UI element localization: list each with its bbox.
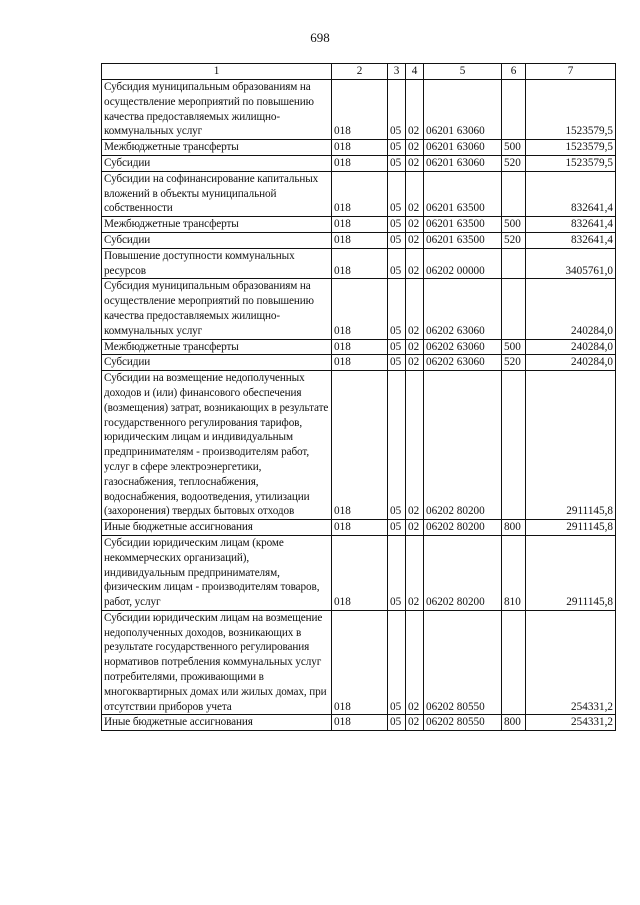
row-name-cell: Иные бюджетные ассигнования [102,520,332,536]
row-subsection-cell: 02 [406,279,424,339]
row-amount-cell: 240284,0 [526,339,616,355]
row-type-cell [502,279,526,339]
row-subsection-cell: 02 [406,232,424,248]
row-section-cell: 05 [388,171,406,216]
row-target-cell: 06201 63500 [424,171,502,216]
row-amount-cell: 254331,2 [526,715,616,731]
row-subsection-cell: 02 [406,140,424,156]
row-code-cell: 018 [332,80,388,140]
row-code-cell: 018 [332,232,388,248]
row-subsection-cell: 02 [406,171,424,216]
row-name-cell: Субсидии [102,232,332,248]
row-subsection-cell: 02 [406,715,424,731]
table-row [102,217,616,233]
row-type-cell [502,371,526,520]
row-type-cell [502,610,526,715]
row-type-cell: 800 [502,520,526,536]
table-row [102,610,616,715]
row-subsection-cell: 02 [406,371,424,520]
row-amount-cell: 3405761,0 [526,248,616,279]
row-subsection-cell: 02 [406,610,424,715]
row-target-cell: 06202 80550 [424,610,502,715]
row-name-cell: Межбюджетные трансферты [102,217,332,233]
row-target-cell: 06201 63060 [424,155,502,171]
row-target-cell: 06201 63500 [424,232,502,248]
row-subsection-cell: 02 [406,339,424,355]
column-header: 7 [526,64,616,80]
row-amount-cell: 2911145,8 [526,520,616,536]
row-code-cell: 018 [332,715,388,731]
row-type-cell: 520 [502,155,526,171]
row-name-cell: Субсидии на возмещение недополученных доходов и (или) финансового обеспечения (возмещения) затрат, возникающих в результате государственного регулирования тарифов, юридическим лицам и индивидуальным предпринимателям - производителям работ, услуг в сфере электроэнергетики, газоснабжения, теплоснабжения, водоснабжения, водоотведения, утилизации (захоронения) твердых бытовых отходов [102,371,332,520]
row-subsection-cell: 02 [406,217,424,233]
row-type-cell: 520 [502,355,526,371]
row-subsection-cell: 02 [406,155,424,171]
row-target-cell: 06202 63060 [424,339,502,355]
table-header-row [102,64,616,80]
row-code-cell: 018 [332,355,388,371]
table-row [102,140,616,156]
row-code-cell: 018 [332,535,388,610]
row-name-cell: Субсидии [102,155,332,171]
table-row [102,232,616,248]
row-amount-cell: 1523579,5 [526,140,616,156]
row-type-cell: 500 [502,339,526,355]
table-row [102,80,616,140]
row-name-cell: Субсидии на софинансирование капитальных вложений в объекты муниципальной собственности [102,171,332,216]
row-code-cell: 018 [332,339,388,355]
row-target-cell: 06202 80200 [424,371,502,520]
row-code-cell: 018 [332,610,388,715]
row-section-cell: 05 [388,535,406,610]
row-section-cell: 05 [388,279,406,339]
column-header: 6 [502,64,526,80]
table-row [102,339,616,355]
row-name-cell: Межбюджетные трансферты [102,140,332,156]
column-header: 1 [102,64,332,80]
table-row [102,171,616,216]
row-target-cell: 06202 63060 [424,355,502,371]
column-header: 5 [424,64,502,80]
row-amount-cell: 1523579,5 [526,155,616,171]
row-amount-cell: 832641,4 [526,217,616,233]
row-section-cell: 05 [388,80,406,140]
row-section-cell: 05 [388,610,406,715]
row-amount-cell: 832641,4 [526,171,616,216]
row-target-cell: 06202 63060 [424,279,502,339]
row-name-cell: Субсидия муниципальным образованиям на осуществление мероприятий по повышению качества предоставляемых жилищно-коммунальных услуг [102,279,332,339]
row-name-cell: Субсидии юридическим лицам (кроме некоммерческих организаций), индивидуальным предпринимателям, физическим лицам - производителям товаров, работ, услуг [102,535,332,610]
column-header: 4 [406,64,424,80]
row-section-cell: 05 [388,520,406,536]
table-row [102,279,616,339]
table-row [102,535,616,610]
table-row [102,248,616,279]
row-code-cell: 018 [332,248,388,279]
row-name-cell: Межбюджетные трансферты [102,339,332,355]
column-header: 2 [332,64,388,80]
row-section-cell: 05 [388,248,406,279]
row-section-cell: 05 [388,371,406,520]
table-row [102,155,616,171]
row-name-cell: Субсидии [102,355,332,371]
row-code-cell: 018 [332,279,388,339]
row-target-cell: 06202 80200 [424,520,502,536]
row-amount-cell: 254331,2 [526,610,616,715]
row-section-cell: 05 [388,155,406,171]
row-subsection-cell: 02 [406,535,424,610]
row-code-cell: 018 [332,371,388,520]
table-row [102,715,616,731]
row-code-cell: 018 [332,140,388,156]
row-amount-cell: 240284,0 [526,355,616,371]
row-type-cell [502,248,526,279]
row-code-cell: 018 [332,520,388,536]
row-code-cell: 018 [332,155,388,171]
column-header: 3 [388,64,406,80]
row-name-cell: Иные бюджетные ассигнования [102,715,332,731]
row-amount-cell: 2911145,8 [526,371,616,520]
row-target-cell: 06201 63060 [424,80,502,140]
table-row [102,520,616,536]
row-name-cell: Субсидии юридическим лицам на возмещение недополученных доходов, возникающих в результате государственного регулирования нормативов потребления коммунальных услуг потребителями, проживающими в многоквартирных домах или жилых домах, при отсутствии приборов учета [102,610,332,715]
row-type-cell: 500 [502,140,526,156]
row-section-cell: 05 [388,217,406,233]
row-amount-cell: 240284,0 [526,279,616,339]
row-subsection-cell: 02 [406,80,424,140]
row-amount-cell: 1523579,5 [526,80,616,140]
row-target-cell: 06202 80200 [424,535,502,610]
row-section-cell: 05 [388,339,406,355]
row-code-cell: 018 [332,217,388,233]
row-target-cell: 06201 63060 [424,140,502,156]
row-target-cell: 06201 63500 [424,217,502,233]
row-type-cell [502,171,526,216]
row-name-cell: Повышение доступности коммунальных ресурсов [102,248,332,279]
row-subsection-cell: 02 [406,248,424,279]
page-number: 698 [310,30,330,45]
row-target-cell: 06202 00000 [424,248,502,279]
row-section-cell: 05 [388,355,406,371]
row-amount-cell: 832641,4 [526,232,616,248]
row-code-cell: 018 [332,171,388,216]
row-subsection-cell: 02 [406,355,424,371]
row-name-cell: Субсидия муниципальным образованиям на осуществление мероприятий по повышению качества предоставляемых жилищно-коммунальных услуг [102,80,332,140]
table-row [102,355,616,371]
row-type-cell: 800 [502,715,526,731]
row-type-cell: 500 [502,217,526,233]
row-subsection-cell: 02 [406,520,424,536]
row-type-cell: 520 [502,232,526,248]
row-type-cell [502,80,526,140]
row-amount-cell: 2911145,8 [526,535,616,610]
row-section-cell: 05 [388,232,406,248]
budget-table [101,63,616,731]
table-row [102,371,616,520]
row-type-cell: 810 [502,535,526,610]
row-target-cell: 06202 80550 [424,715,502,731]
row-section-cell: 05 [388,140,406,156]
row-section-cell: 05 [388,715,406,731]
